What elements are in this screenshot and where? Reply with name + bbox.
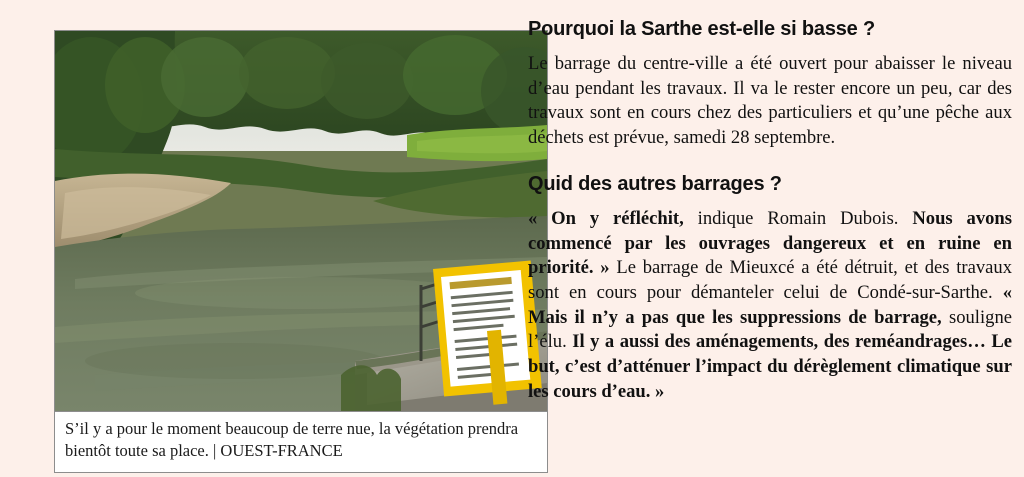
article-body — [528, 18, 1012, 405]
quote-part-3: Nous avons commencé par les ouvrages dangereux et en ruine en priorité. » — [528, 207, 1013, 279]
quote-part-4: Le barrage de Mieuxcé a été détruit, et des travaux sont en cours pour démanteler celui de Condé-sur-Sarthe. — [528, 257, 1013, 304]
section-paragraph-why-sarthe-low: Le barrage du centre-ville a été ouvert pour abaisser le niveau d’eau pendant les travaux. Il va le rester encore un peu, car des travaux sont en cours chez des particuliers et qu’une pêche aux déchets est prévue, samedi 28 septembre. — [528, 53, 1012, 149]
figure-caption: S’il y a pour le moment beaucoup de terre nue, la végétation prendra bientôt toute sa place. | OUEST-FRANCE — [55, 411, 547, 472]
quote-part-7: Il y a aussi des aménagements, des reméandrages… Le but, c’est d’atténuer l’impact du dérèglement climatique sur les cours d’eau. » — [528, 331, 1012, 402]
section-paragraph-other-dams — [528, 207, 1012, 405]
quote-part-6: souligne l’élu. — [528, 306, 1012, 353]
section-heading-other-dams: Quid des autres barrages ? — [528, 172, 782, 195]
quote-part-1: « On y réfléchit, — [528, 207, 684, 229]
quote-part-5: « Mais il n’y a pas que les suppressions de barrage, — [528, 282, 1012, 328]
article-figure — [54, 30, 548, 473]
quote-part-2: indique Romain Dubois. — [683, 207, 899, 229]
photo-river-sarthe — [55, 31, 547, 411]
section-heading-why-sarthe-low: Pourquoi la Sarthe est-elle si basse ? — [528, 18, 875, 40]
